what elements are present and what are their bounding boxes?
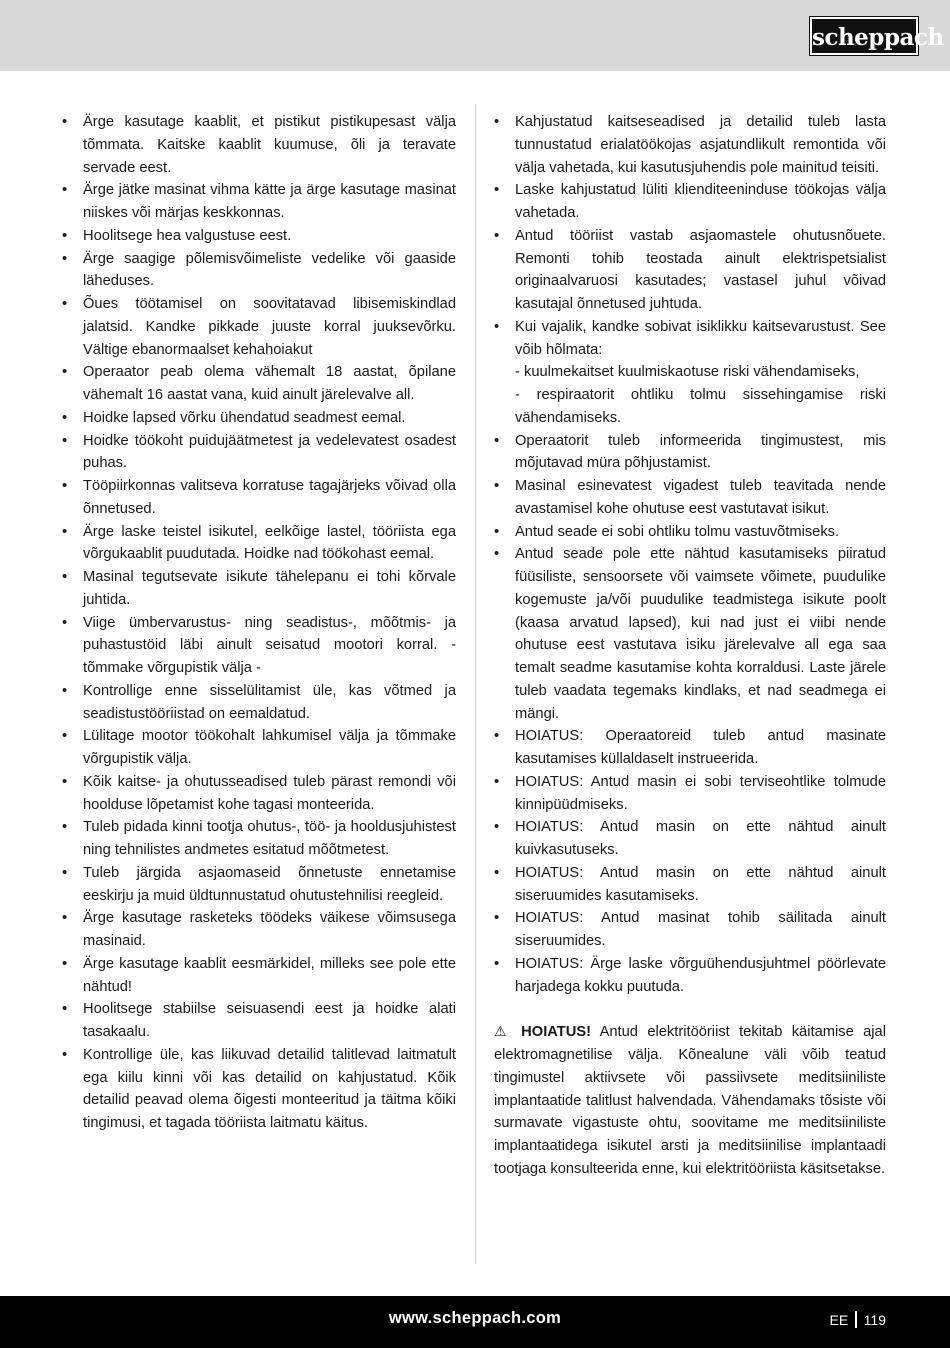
bullet-icon: • (62, 409, 68, 426)
emf-warning (494, 1020, 886, 1180)
list-item (62, 293, 456, 361)
list-item-text: Masinal tegutsevate isikute tähelepanu ei tohi kõrvale juhtida. (83, 569, 456, 608)
list-item (62, 907, 456, 953)
list-item (62, 179, 456, 225)
list-item (62, 407, 456, 430)
bullet-icon: • (62, 432, 68, 449)
bullet-icon: • (62, 910, 68, 927)
warning-text: Antud elektritööriist tekitab käitamise ajal elektromagnetilise välja. Kõnealune väli võib teatud tingimustel aktiivsete või passiivsete meditsiiniliste implantaatide talitlust halvendada. Vähendamaks tõsiste või surmavate vigastuste ohtu, soovitame me meditsiiniliste implantaatidega isikutel arsti ja meditsiinilise implantaadi tootjaga konsulteerida enne, kui elektritööriista käsitsetakse. (494, 1024, 886, 1177)
list-item-text: Kontrollige üle, kas liikuvad detailid talitlevad laitmatult ega kiilu kinni või kas detailid on kahjustatud. Kõik detailid peavad olema õigesti monteeritud ja täitma kõiki tingimusi, et tagada tööriista laitmatu käitus. (83, 1046, 456, 1131)
bullet-icon: • (494, 728, 500, 745)
list-item (494, 907, 886, 953)
bullet-icon: • (494, 773, 500, 790)
list-item (62, 612, 456, 680)
list-item-text: Viige ümbervarustus- ning seadistus-, mõõtmis- ja puhastustöid läbi ainult seisatud mootori korral. - tõmmake võrgupistik välja - (83, 614, 456, 676)
list-item-text: Laske kahjustatud lüliti klienditeeninduse töökojas välja vahetada. (515, 182, 886, 221)
bullet-icon: • (62, 569, 68, 585)
list-item (62, 680, 456, 726)
list-item (494, 521, 886, 544)
list-item (494, 316, 886, 430)
list-item (62, 1044, 456, 1135)
bullet-icon: • (62, 682, 68, 699)
right-safety-list (494, 111, 886, 998)
left-column (62, 111, 456, 1135)
list-item-text: Masinal esinevatest vigadest tuleb teavitada nende avastamisel kohe ohutuse eest vastutavat isikut. (515, 478, 886, 517)
list-item (62, 566, 456, 612)
list-item (494, 475, 886, 521)
brand-logo: scheppach (810, 17, 918, 55)
list-item-text: Ärge laske teistel isikutel, eelkõige lastel, tööriista ega võrgukaablit puudutada. Hoidke nad töökohast eemal. (83, 523, 456, 563)
header-bar (0, 0, 950, 71)
list-item-text: Antud seade ei sobi ohtliku tolmu vastuvõtmiseks. (515, 523, 840, 540)
list-item-text: HOIATUS: Operaatoreid tuleb antud masinate kasutamises küllaldaselt instrueerida. (515, 728, 886, 767)
list-item (494, 771, 886, 817)
list-item-text: HOIATUS: Antud masin ei sobi terviseohtlike tolmude kinnipüüdmiseks. (515, 773, 886, 813)
list-item (494, 725, 886, 771)
footer-separator (855, 1311, 857, 1328)
list-item (62, 771, 456, 817)
bullet-icon: • (62, 614, 68, 631)
column-divider (475, 104, 476, 1264)
bullet-icon: • (62, 1046, 68, 1063)
list-item (494, 862, 886, 908)
bullet-icon: • (62, 114, 68, 130)
list-item (62, 430, 456, 476)
bullet-icon: • (494, 910, 500, 927)
right-column (494, 111, 886, 1181)
list-item-text: Hoidke lapsed võrku ühendatud seadmest eemal. (83, 409, 406, 426)
list-item-text: Tööpiirkonnas valitseva korratuse tagajärjeks võivad olla õnnetused. (83, 478, 456, 517)
bullet-icon: • (494, 114, 500, 130)
list-item-text: Ärge saagige põlemisvõimeliste vedelike või gaaside läheduses. (83, 250, 456, 290)
list-item (494, 179, 886, 225)
list-item-text: Õues töötamisel on soovitatavad libisemiskindlad jalatsid. Kandke pikkade juuste korral juuksevõrku. Vältige ebanormaalset kehahoiakut (83, 296, 456, 358)
list-item-text: Ärge kasutage kaablit eesmärkidel, milleks see pole ette nähtud! (83, 955, 456, 995)
list-item-text: Lülitage mootor töökohalt lahkumisel välja ja tõmmake võrgupistik välja. (83, 728, 456, 767)
list-item (62, 111, 456, 179)
bullet-icon: • (62, 364, 68, 381)
list-item-text: Hoidke töökoht puidujäätmetest ja vedelevatest osadest puhas. (83, 432, 456, 472)
bullet-icon: • (62, 1001, 68, 1018)
list-item (62, 998, 456, 1044)
list-item (62, 862, 456, 908)
list-item-text: Antud tööriist vastab asjaomastele ohutusnõuete. Remonti tohib teostada ainult elektrispetsialist originaalvaruosi kasutades; vastasel juhul võivad kasutajal õnnetused juhtuda. (515, 227, 886, 312)
left-safety-list (62, 111, 456, 1135)
list-item (494, 430, 886, 476)
list-item-text: Tuleb järgida asjaomaseid õnnetuste ennetamise eeskirju ja muid üldtunnustatud ohutustehnilisi reegleid. (83, 864, 456, 904)
footer-bar (0, 1296, 950, 1348)
list-item-text: Operaatorit tuleb informeerida tingimustest, mis mõjutavad müra põhjustamist. (515, 432, 886, 472)
bullet-icon: • (494, 546, 500, 563)
sub-item-text: - respiraatorit ohtliku tolmu sissehingamise riski vähendamiseks. (515, 387, 886, 426)
list-item (62, 248, 456, 294)
bullet-icon: • (494, 955, 500, 972)
list-item (494, 111, 886, 179)
list-item (494, 225, 886, 316)
list-item-text: Operaator peab olema vähemalt 18 aastat, õpilane vähemalt 16 aastat vana, kuid ainult järelevalve all. (83, 364, 456, 403)
list-item-text: Kahjustatud kaitseseadised ja detailid tuleb lasta tunnustatud erialatöökojas asjatundlikult remontida või välja vahetada, kui kasutusjuhendis pole mainitud teisiti. (515, 114, 886, 176)
language-code: EE (829, 1311, 849, 1328)
bullet-icon: • (494, 227, 500, 244)
bullet-icon: • (62, 955, 68, 972)
footer-url: www.scheppach.com (388, 1309, 562, 1327)
list-item-text: HOIATUS: Ärge laske võrguühendusjuhtmel pöörlevate harjadega kokku puutuda. (515, 955, 886, 995)
list-item-text: Kontrollige enne sisselülitamist üle, kas võtmed ja seadistustööriistad on eemaldatud. (83, 682, 456, 722)
list-item (494, 953, 886, 999)
bullet-icon: • (494, 182, 500, 199)
bullet-icon: • (62, 478, 68, 494)
list-item (62, 225, 456, 248)
list-item-text: Hoolitsege hea valgustuse eest. (83, 227, 292, 244)
bullet-icon: • (62, 250, 68, 267)
list-item (62, 521, 456, 567)
list-item-text: Ärge kasutage kaablit, et pistikut pistikupesast välja tõmmata. Kaitske kaablit kuumuse, õli ja teravate servade eest. (83, 114, 456, 176)
bullet-icon: • (494, 318, 500, 335)
list-item-text: HOIATUS: Antud masinat tohib säilitada ainult siseruumides. (515, 910, 886, 949)
list-item-text: HOIATUS: Antud masin on ette nähtud ainult kuivkasutuseks. (515, 819, 886, 858)
list-item (62, 361, 456, 407)
sub-item-text: - kuulmekaitset kuulmiskaotuse riski vähendamiseks, (515, 364, 860, 381)
list-item-text: Kõik kaitse- ja ohutusseadised tuleb pärast remondi või hoolduse lõpetamist kohe tagasi monteerida. (83, 773, 456, 813)
list-item-text: Kui vajalik, kandke sobivat isiklikku kaitsevarustust. See võib hõlmata: (515, 318, 886, 358)
footer-page-info (829, 1311, 886, 1328)
bullet-icon: • (494, 864, 500, 881)
bullet-icon: • (62, 523, 68, 540)
bullet-icon: • (62, 864, 68, 881)
bullet-icon: • (62, 227, 68, 244)
bullet-icon: • (494, 432, 500, 449)
page-number: 119 (863, 1311, 886, 1328)
bullet-icon: • (62, 296, 68, 312)
list-item (62, 725, 456, 771)
list-item-text: Tuleb pidada kinni tootja ohutus-, töö- ja hooldusjuhistest ning tehnilistes andmetes esitatud mõõtmetest. (83, 819, 456, 858)
list-item-text: Hoolitsege stabiilse seisuasendi eest ja hoidke alati tasakaalu. (83, 1001, 456, 1040)
list-item (62, 475, 456, 521)
list-item (494, 816, 886, 862)
list-item-text: Ärge kasutage rasketeks töödeks väikese võimsusega masinaid. (83, 910, 456, 949)
list-item (62, 816, 456, 862)
bullet-icon: • (62, 728, 68, 745)
bullet-icon: • (62, 182, 68, 199)
warning-title: HOIATUS! (521, 1024, 592, 1041)
list-item (62, 953, 456, 999)
list-item-text: Ärge jätke masinat vihma kätte ja ärge kasutage masinat niiskes või märjas keskkonnas. (83, 182, 456, 221)
bullet-icon: • (494, 819, 500, 836)
bullet-icon: • (494, 523, 500, 540)
list-item-text: Antud seade pole ette nähtud kasutamiseks piiratud füüsiliste, sensoorsete või vaimsete võimete, puudulike kogemuste ja/või puudulike teadmistega isikute poolt (kaasa arvatud lapsed), kui nad just ei viibi nende ohutuse eest vastutava isiku järelevalve all ega saa temalt seadme kasutamise kohta korraldusi. Laste järele tuleb vaadata tegemaks kindlaks, et nad seadmega ei mängi. (515, 546, 886, 722)
bullet-icon: • (62, 819, 68, 836)
warning-triangle-icon: ⚠ (494, 1023, 512, 1040)
bullet-icon: • (62, 773, 68, 790)
list-item (494, 543, 886, 725)
bullet-icon: • (494, 478, 500, 494)
list-item-text: HOIATUS: Antud masin on ette nähtud ainult siseruumides kasutamiseks. (515, 864, 886, 904)
